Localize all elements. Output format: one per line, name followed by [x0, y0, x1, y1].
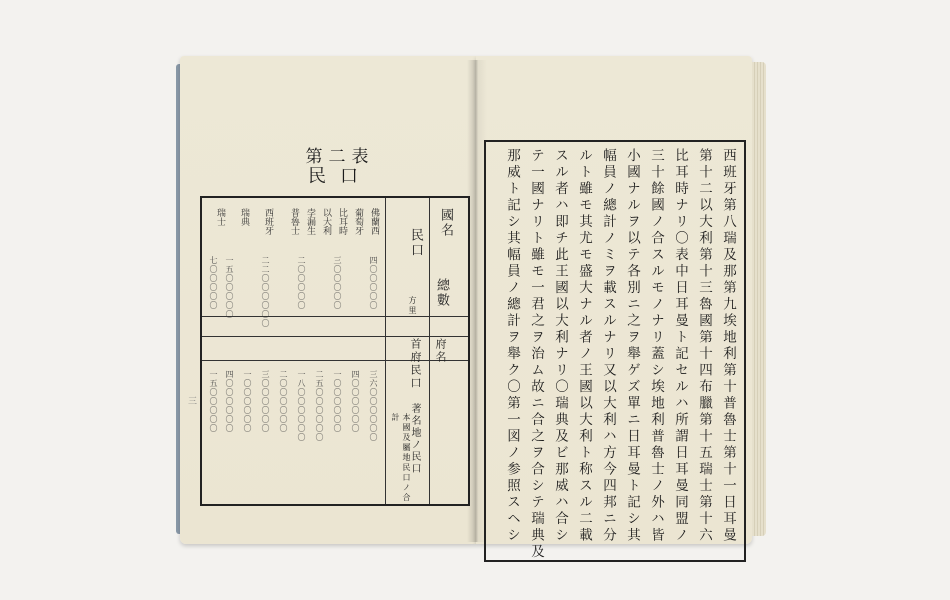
row-label: 瑞典: [239, 208, 249, 226]
text-line: スル者ハ即チ此王國以大利ナリ〇瑞典及ビ那威ハ合シ: [552, 148, 568, 544]
table-cell: 七〇〇〇〇〇: [209, 256, 218, 310]
text-line: 西班牙第八瑞及那第九埃地利第十普魯士第十一日耳曼: [720, 148, 736, 544]
table-column-divider: [385, 198, 386, 504]
row-label: 瑞士: [215, 208, 225, 226]
page-margin-mark: 三: [188, 397, 198, 407]
header-sum: 本國及屬地民口ノ合計: [391, 413, 411, 503]
text-line: 那威ト記シ其幅員ノ總計ヲ舉ク〇第一図ノ参照スヘシ: [504, 148, 520, 544]
header-area: 方里: [408, 296, 417, 316]
text-line: ルト雖モ其尤モ盛大ナル者ノ王國以大利ト称スル二載: [576, 148, 592, 544]
table-subtitle: 民口: [308, 166, 372, 187]
table-cell: 二〇〇〇〇〇〇: [279, 370, 288, 433]
left-page: [180, 56, 476, 544]
text-line: 幅員ノ總計ノミヲ載スルナリ又以大利ハ方今四邦ニ分: [600, 148, 616, 544]
body-text-frame: [484, 140, 746, 562]
text-line: 比耳時ナリ〇表中日耳曼ト記セルハ所謂日耳曼同盟ノ: [672, 148, 688, 544]
text-line: 第十二以大利第十三魯國第十四布臘第十五瑞士第十六: [696, 148, 712, 544]
row-label: 以大利: [321, 208, 331, 235]
table-cell: 二五〇〇〇〇〇〇: [315, 370, 324, 442]
right-page: [476, 56, 752, 561]
open-book: [180, 56, 770, 561]
table-cell: 四〇〇〇〇〇: [369, 256, 378, 310]
row-label: 普魯士: [289, 208, 299, 235]
table-cell: 二二〇〇〇〇〇〇: [261, 256, 270, 328]
table-column-divider: [429, 198, 430, 504]
row-label: 佛蘭西: [369, 208, 379, 235]
header-capital: 府名: [434, 338, 447, 364]
header-total: 總數: [434, 278, 449, 308]
header-notable-pop: 著名地ノ民口: [409, 403, 420, 475]
text-line: 三十餘國ノ合スルモノナリ蓋シ埃地利普魯士ノ外ハ皆: [648, 148, 664, 544]
row-label: 西班牙: [263, 208, 273, 235]
table-row-divider: [202, 360, 468, 361]
table-cell: 三〇〇〇〇〇: [333, 256, 342, 310]
table-cell: 三〇〇〇〇〇〇: [261, 370, 270, 433]
row-label: 葡萄牙: [353, 208, 363, 235]
table-cell: 四〇〇〇〇〇〇: [225, 370, 234, 433]
table-cell: 三六〇〇〇〇〇〇: [369, 370, 378, 442]
header-capital-pop: 首府民口: [409, 338, 422, 390]
table-title: 第二表: [305, 147, 375, 167]
row-label: 比耳時: [337, 208, 347, 235]
table-row-divider: [202, 316, 468, 317]
population-table: [200, 196, 470, 506]
table-cell: 一〇〇〇〇〇〇: [243, 370, 252, 433]
text-line: 小國ナルヲ以テ各別ニ之ヲ舉ゲズ單ニ日耳曼ト記シ其: [624, 148, 640, 544]
text-line: テ一國ナリト雖モ一君之ヲ治ム故ニ合之ヲ合シテ瑞典及: [528, 148, 544, 561]
header-population: 民口: [408, 228, 423, 258]
table-cell: 一五〇〇〇〇〇: [225, 256, 234, 319]
table-row-divider: [202, 336, 468, 337]
table-cell: 四〇〇〇〇〇〇: [351, 370, 360, 433]
table-cell: 一〇〇〇〇〇〇: [333, 370, 342, 433]
table-cell: 一八〇〇〇〇〇〇: [297, 370, 306, 442]
table-cell: 一五〇〇〇〇〇: [209, 370, 218, 433]
book-spine: [467, 60, 487, 542]
header-country: 國名: [438, 208, 453, 238]
table-cell: 二〇〇〇〇〇: [297, 256, 306, 310]
row-label: 孛漏生: [305, 208, 315, 235]
page-edges: [752, 62, 766, 536]
